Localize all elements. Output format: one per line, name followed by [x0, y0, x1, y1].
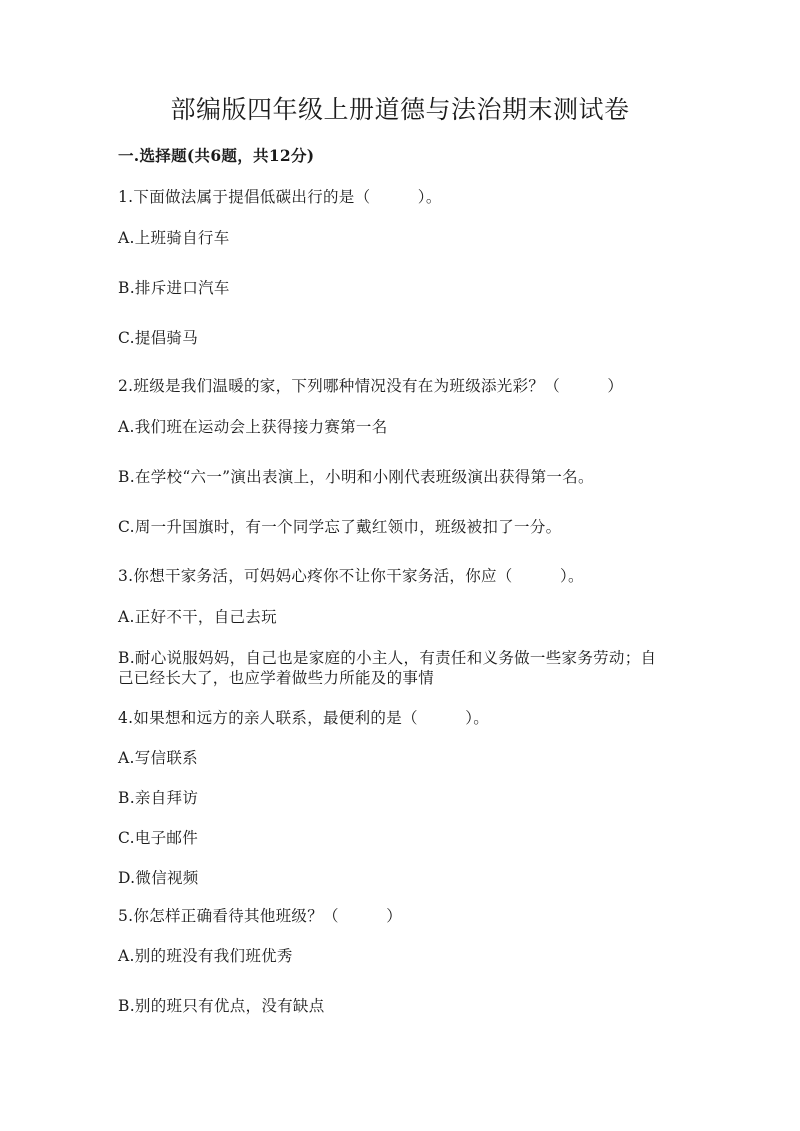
question-5-stem: 5.你怎样正确看待其他班级？（ ）	[118, 907, 402, 925]
question-2-stem: 2.班级是我们温暖的家，下列哪种情况没有在为班级添光彩？（ ）	[118, 377, 624, 395]
question-1-option-b: B.排斥进口汽车	[118, 279, 230, 297]
question-5-option-a: A.别的班没有我们班优秀	[118, 947, 293, 965]
page-title: 部编版四年级上册道德与法治期末测试卷	[170, 95, 630, 124]
question-1-option-c: C.提倡骑马	[118, 329, 199, 347]
question-4-option-b: B.亲自拜访	[118, 789, 199, 807]
question-5-option-b: B.别的班只有优点，没有缺点	[118, 997, 325, 1015]
question-4-option-c: C.电子邮件	[118, 829, 199, 847]
question-2-option-c: C.周一升国旗时，有一个同学忘了戴红领巾，班级被扣了一分。	[118, 518, 562, 536]
question-3-option-a: A.正好不干，自己去玩	[118, 608, 277, 626]
question-2-option-a: A.我们班在运动会上获得接力赛第一名	[118, 418, 388, 436]
question-3-option-b: B.耐心说服妈妈，自己也是家庭的小主人，有责任和义务做一些家务劳动；自	[118, 649, 657, 667]
question-1-option-a: A.上班骑自行车	[118, 229, 230, 247]
question-3-stem: 3.你想干家务活，可妈妈心疼你不让你干家务活，你应（ ）。	[118, 567, 584, 585]
question-4-option-a: A.写信联系	[118, 749, 198, 767]
question-4-option-d: D.微信视频	[118, 869, 199, 887]
question-1-stem: 1.下面做法属于提倡低碳出行的是（ ）。	[118, 188, 442, 206]
question-3-option-b-continued: 己已经长大了，也应学着做些力所能及的事情	[118, 669, 435, 687]
section-heading: 一.选择题(共6题，共12分)	[118, 146, 315, 165]
question-4-stem: 4.如果想和远方的亲人联系，最便利的是（ ）。	[118, 709, 490, 727]
question-2-option-b: B.在学校“六一”演出表演上，小明和小刚代表班级演出获得第一名。	[118, 468, 594, 486]
